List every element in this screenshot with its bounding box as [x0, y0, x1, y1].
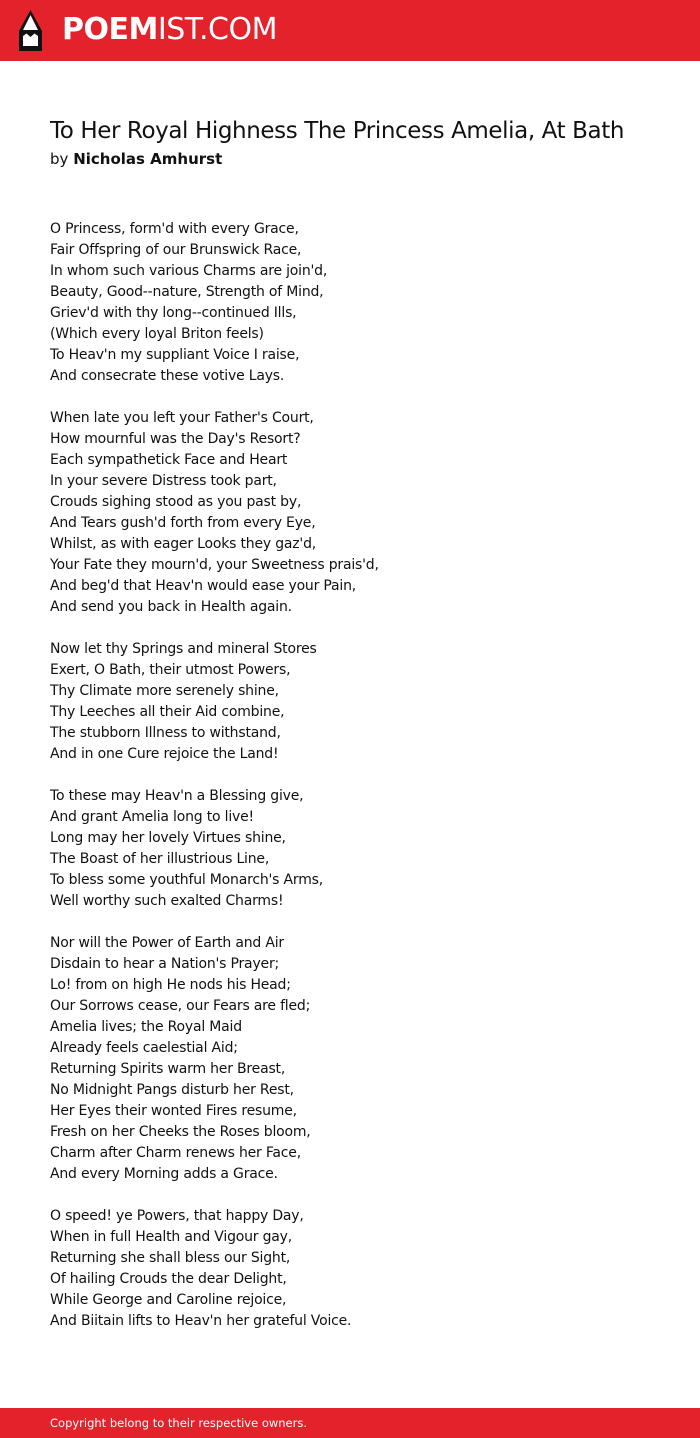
poem-line: Amelia lives; the Royal Maid: [50, 1019, 242, 1035]
poem-line: And consecrate these votive Lays.: [50, 368, 285, 384]
poem-line: Thy Climate more serenely shine,: [50, 683, 279, 699]
poem-line: And beg'd that Heav'n would ease your Pain,: [50, 578, 357, 594]
poem-line: The stubborn Illness to withstand,: [50, 725, 281, 741]
stanza: [50, 219, 670, 387]
poem-line: Of hailing Crouds the dear Delight,: [50, 1271, 287, 1287]
poem-line: To Heav'n my suppliant Voice I raise,: [50, 347, 300, 363]
poem-line: To bless some youthful Monarch's Arms,: [50, 872, 323, 888]
poem-line: Already feels caelestial Aid;: [50, 1040, 238, 1056]
stanza: [50, 933, 670, 1185]
poem-line: No Midnight Pangs disturb her Rest,: [50, 1082, 294, 1098]
site-logo[interactable]: [62, 12, 277, 48]
poem-line: Now let thy Springs and mineral Stores: [50, 641, 317, 657]
poem-title: To Her Royal Highness The Princess Amelia, At Bath: [50, 118, 624, 144]
poem-line: When late you left your Father's Court,: [50, 410, 314, 426]
poem-line: To these may Heav'n a Blessing give,: [50, 788, 304, 804]
poem-line: O speed! ye Powers, that happy Day,: [50, 1208, 304, 1224]
poem-line: When in full Health and Vigour gay,: [50, 1229, 292, 1245]
copyright-text: Copyright belong to their respective owners.: [50, 1416, 308, 1430]
logo-brand-bold: POEM: [62, 12, 158, 47]
stanza: [50, 786, 670, 912]
poem-line: While George and Caroline rejoice,: [50, 1292, 287, 1308]
poem-line: (Which every loyal Briton feels): [50, 326, 264, 342]
poem-line: Beauty, Good--nature, Strength of Mind,: [50, 284, 324, 300]
poem-line: Well worthy such exalted Charms!: [50, 893, 284, 909]
site-header: [0, 0, 700, 61]
poem-line: Charm after Charm renews her Face,: [50, 1145, 301, 1161]
author-name: Nicholas Amhurst: [73, 150, 223, 168]
poem-line: Exert, O Bath, their utmost Powers,: [50, 662, 291, 678]
poem-line: And Tears gush'd forth from every Eye,: [50, 515, 316, 531]
poem-line: How mournful was the Day's Resort?: [50, 431, 301, 447]
poem-line: In whom such various Charms are join'd,: [50, 263, 328, 279]
poem-line: Returning she shall bless our Sight,: [50, 1250, 291, 1266]
poem-line: Fresh on her Cheeks the Roses bloom,: [50, 1124, 311, 1140]
poem-line: In your severe Distress took part,: [50, 473, 277, 489]
poem-line: Whilst, as with eager Looks they gaz'd,: [50, 536, 316, 552]
logo-brand-light: IST.COM: [157, 12, 277, 47]
stanza: [50, 1206, 670, 1332]
poem-line: Your Fate they mourn'd, your Sweetness prais'd,: [50, 557, 379, 573]
poem-line: Crouds sighing stood as you past by,: [50, 494, 302, 510]
by-label: by: [50, 150, 69, 168]
poem-line: Disdain to hear a Nation's Prayer;: [50, 956, 280, 972]
poem-line: Nor will the Power of Earth and Air: [50, 935, 284, 951]
poem-line: Thy Leeches all their Aid combine,: [50, 704, 285, 720]
poem-line: Lo! from on high He nods his Head;: [50, 977, 291, 993]
stanza: [50, 639, 670, 765]
site-footer: [0, 1408, 700, 1438]
poem-line: Each sympathetick Face and Heart: [50, 452, 288, 468]
poem-line: And Biitain lifts to Heav'n her grateful Voice.: [50, 1313, 352, 1329]
poem-line: Griev'd with thy long--continued Ills,: [50, 305, 297, 321]
poem-line: And every Morning adds a Grace.: [50, 1166, 278, 1182]
poem-body: [50, 219, 670, 1353]
poem-line: And in one Cure rejoice the Land!: [50, 746, 279, 762]
poem-line: And grant Amelia long to live!: [50, 809, 254, 825]
poem-line: Her Eyes their wonted Fires resume,: [50, 1103, 297, 1119]
poem-line: Returning Spirits warm her Breast,: [50, 1061, 286, 1077]
pen-nib-icon[interactable]: [18, 9, 43, 52]
poem-line: The Boast of her illustrious Line,: [50, 851, 270, 867]
stanza: [50, 408, 670, 618]
byline: [50, 148, 222, 170]
poem-line: Fair Offspring of our Brunswick Race,: [50, 242, 302, 258]
poem-line: Long may her lovely Virtues shine,: [50, 830, 286, 846]
poem-line: Our Sorrows cease, our Fears are fled;: [50, 998, 311, 1014]
poem-line: And send you back in Health again.: [50, 599, 292, 615]
poem-line: O Princess, form'd with every Grace,: [50, 221, 299, 237]
